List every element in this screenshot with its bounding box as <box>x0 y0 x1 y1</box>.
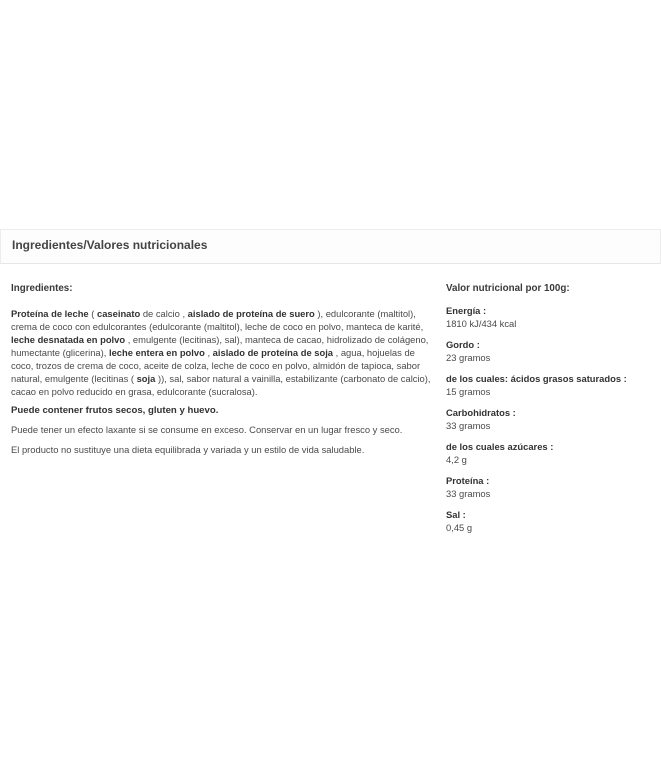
nutrient-value: 1810 kJ/434 kcal <box>446 318 517 329</box>
nutrition-column <box>446 282 658 542</box>
nutrient-value: 33 gramos <box>446 488 491 499</box>
ingredient-text-segment: de calcio , <box>140 308 188 319</box>
ingredient-text-segment: ), edulcorante (maltitol), crema de coco con edulcorantes (edulcorante (maltitol), leche de coco en polvo, manteca de karité, <box>11 308 424 332</box>
nutrient-value: 23 gramos <box>446 352 491 363</box>
laxative-warning: Puede tener un efecto laxante si se consume en exceso. Conservar en un lugar fresco y seco. <box>11 424 403 435</box>
ingredient-highlight: leche desnatada en polvo <box>11 334 126 345</box>
ingredient-highlight: leche entera en polvo <box>108 347 205 358</box>
ingredient-text-segment: )), sal, sabor natural a vainilla, estabilizante (carbonato de calcio), cacao en polvo reducido en grasa, edulcorante (sucralosa). <box>11 373 431 397</box>
nutrient-label: Energía : <box>446 305 487 316</box>
nutrient-label: Carbohidratos : <box>446 407 516 418</box>
nutrient-value: 0,45 g <box>446 522 473 533</box>
ingredient-text-segment: , agua, hojuelas de coco, trozos de crema de coco, aceite de colza, leche de coco en polvo, almidón de tapioca, sabor natural, emulgente (lecitinas ( <box>11 347 421 384</box>
nutrition-row <box>446 474 658 500</box>
nutrition-row <box>446 406 658 432</box>
nutrition-row <box>446 440 658 466</box>
ingredient-highlight: aislado de proteína de soja <box>212 347 334 358</box>
ingredient-text-segment: ( <box>88 308 97 319</box>
nutrition-row <box>446 338 658 364</box>
ingredient-highlight: caseinato <box>96 308 141 319</box>
ingredients-column <box>11 282 436 456</box>
diet-disclaimer: El producto no sustituye una dieta equilibrada y variada y un estilo de vida saludable. <box>11 444 365 455</box>
ingredient-highlight: Proteína de leche <box>11 308 89 319</box>
ingredient-text-segment: , <box>204 347 213 358</box>
nutrient-value: 15 gramos <box>446 386 491 397</box>
ingredient-text-segment: , emulgente (lecitinas), sal), manteca de cacao, hidrolizado de colágeno, humectante (glicerina), <box>11 334 429 358</box>
allergens-notice: Puede contener frutos secos, gluten y huevo. <box>11 405 219 416</box>
ingredient-highlight: aislado de proteína de suero <box>187 308 315 319</box>
ingredients-text <box>11 307 436 398</box>
nutrient-label: de los cuales: ácidos grasos saturados : <box>446 373 627 384</box>
nutrient-value: 4,2 g <box>446 454 467 465</box>
ingredients-heading: Ingredientes: <box>11 283 73 294</box>
nutrient-label: de los cuales azúcares : <box>446 441 554 452</box>
ingredient-highlight: soja <box>136 373 156 384</box>
section-title: Ingredientes/Valores nutricionales <box>12 238 208 252</box>
nutrition-heading: Valor nutricional por 100g: <box>446 283 570 294</box>
nutrient-label: Gordo : <box>446 339 480 350</box>
nutrition-row <box>446 372 658 398</box>
nutrient-value: 33 gramos <box>446 420 491 431</box>
nutrition-row <box>446 508 658 534</box>
nutrition-row <box>446 304 658 330</box>
section-header <box>0 229 661 264</box>
nutrient-label: Sal : <box>446 509 466 520</box>
nutrient-label: Proteína : <box>446 475 490 486</box>
